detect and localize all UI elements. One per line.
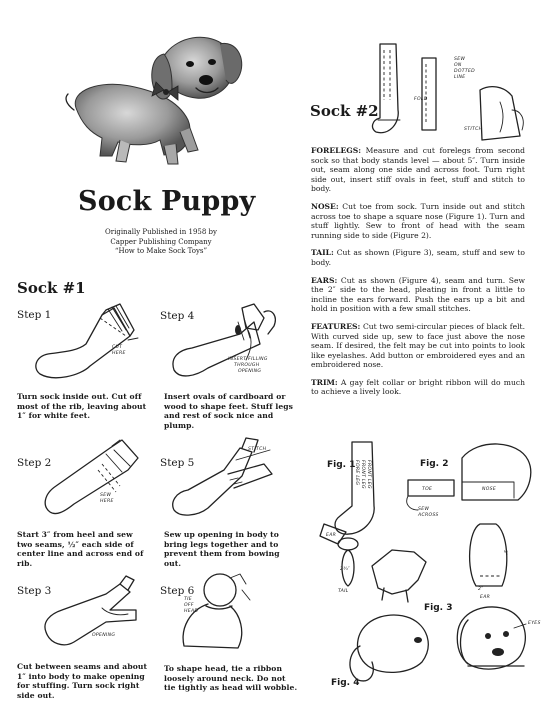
credit-line: Capper Publishing Company	[110, 237, 212, 246]
step6-caption: To shape head, tie a ribbon loosely around neck. Do not tie tightly as head will wobble.	[164, 664, 298, 693]
sock2-top-illustration	[370, 40, 550, 145]
page-title: Sock Puppy	[78, 186, 256, 217]
step6-illustration	[168, 570, 278, 655]
fig3-note-tail: TAIL	[338, 589, 349, 594]
step2-note-here: HERE	[100, 499, 114, 504]
fig3-note-earside: 3″	[502, 550, 507, 556]
step4-note-through: THROUGH	[234, 363, 260, 368]
fig3-note-taildim: 2¾″	[340, 567, 350, 572]
para-nose-label: NOSE:	[311, 201, 339, 211]
step6-note-tie: TIE	[184, 597, 192, 602]
para-trim-label: TRIM:	[311, 377, 338, 387]
fig4-label: Fig. 4	[331, 678, 360, 688]
para-tail	[311, 248, 525, 267]
step3-caption: Cut between seams and about 1″ into body to make opening for stuffing. Turn sock right side out.	[17, 662, 148, 700]
para-ears-text: Cut as shown (Figure 4), seam and turn. Sew the 2″ side to the head, pleating in front a little to incline the ears forward. Push the ears up a bit and hold in position with a few small stitches.	[311, 275, 525, 314]
para-ears-label: EARS:	[311, 275, 338, 285]
step2-caption: Start 3″ from heel and sew two seams, ½″ each side of center line and across end of rib.	[17, 530, 144, 568]
step3-note-opening: OPENING	[92, 633, 116, 638]
step5-note-stitch: STITCH	[248, 447, 267, 452]
sock2-note-on: ON	[454, 63, 462, 68]
fig3-note-eardim: 2″	[478, 587, 484, 592]
step1-note-here: HERE	[112, 351, 126, 356]
fig4-note-eyes: EYES	[528, 621, 541, 626]
step2-label: Step 2	[17, 457, 52, 469]
sock2-note-fold: FOLD	[414, 97, 428, 102]
para-features	[311, 322, 525, 370]
step5-label: Step 5	[160, 457, 195, 469]
para-features-label: FEATURES:	[311, 321, 361, 331]
step1-label: Step 1	[17, 309, 52, 321]
fig1-note-frontleg: FRONT LEG	[360, 460, 365, 489]
para-nose-text: Cut toe from sock. Turn inside out and stitch across toe to shape a square nose (Figure 1). Turn and stuff lightly. Sew to front of head with the seam running side to side (Figure 2).	[311, 201, 525, 240]
fig2-note-across: ACROSS	[418, 513, 439, 518]
sock2-heading: Sock #2	[310, 102, 379, 120]
step4-label: Step 4	[160, 310, 195, 322]
step1-note-cut: CUT	[112, 345, 123, 350]
sock2-text	[311, 146, 525, 397]
para-trim-text: A gay felt collar or bright ribbon will do much to achieve a lively look.	[311, 377, 525, 397]
para-forelegs-text: Measure and cut forelegs from second sock so that body stands level — about 5″. Turn inside out, seam along one side and across foot. Turn right side out, insert stiff ovals in feet, stuff and stitch to body.	[311, 146, 525, 194]
credit-block	[100, 228, 222, 257]
puppy-illustration	[60, 28, 250, 168]
sock2-note-stitch: STITCH	[464, 127, 483, 132]
fig1-note-foreleg: FORE LEG	[354, 460, 359, 486]
fig2-note-nose: NOSE	[482, 487, 497, 492]
para-features-text: Cut two semi-circular pieces of black felt. With curved side up, sew to face just above the nose seam. If desired, the felt may be cut into points to look like eyelashes. Add button or embroidered eyes and an embroidered nose.	[311, 321, 525, 370]
step5-caption: Sew up opening in body to bring legs together and to prevent them from bowing out.	[164, 530, 280, 568]
step4-note-insert: INSERT FILLING	[228, 357, 268, 362]
fig2-note-sew: SEW	[418, 507, 430, 512]
fig1-label: Fig. 1	[327, 460, 356, 470]
step2-note-sew: SEW	[100, 493, 112, 498]
fig2-label: Fig. 2	[420, 459, 449, 469]
figures-illustration	[318, 440, 548, 710]
para-forelegs	[311, 146, 525, 194]
sock2-note-dotted: DOTTED	[454, 69, 476, 74]
step3-label: Step 3	[17, 585, 52, 597]
sock2-note-sew: SEW	[454, 57, 466, 62]
fig3-label: Fig. 3	[424, 603, 453, 613]
para-tail-label: TAIL:	[311, 248, 334, 258]
sock1-heading: Sock #1	[17, 279, 86, 297]
step1-caption: Turn sock inside out. Cut off most of the rib, leaving about 1″ for white feet.	[17, 392, 147, 421]
step5-illustration	[168, 430, 278, 520]
step6-note-off: OFF	[184, 603, 194, 608]
para-forelegs-label: FORELEGS:	[311, 146, 362, 155]
step4-note-opening: OPENING	[238, 369, 262, 374]
step1-illustration	[30, 300, 145, 385]
credit-line: “How to Make Sock Toys”	[114, 247, 208, 255]
para-tail-text: Cut as shown (Figure 3), seam, stuff and sew to body.	[311, 248, 525, 267]
para-nose	[311, 202, 525, 240]
step6-note-head: HEAD	[184, 609, 199, 614]
para-ears	[311, 276, 525, 314]
para-trim	[311, 378, 525, 397]
sock2-note-line: LINE	[454, 75, 466, 80]
fig1-note-frontleg2: FRONT LEG	[366, 460, 371, 489]
credit-line: Originally Published in 1958 by	[105, 228, 217, 236]
step2-illustration	[40, 430, 150, 520]
fig3-note-ear: EAR	[480, 595, 491, 600]
step4-illustration	[168, 300, 288, 385]
step4-caption: Insert ovals of cardboard or wood to shape feet. Stuff legs and rest of sock nice and plump.	[164, 392, 294, 430]
fig1-note-ear: EAR	[326, 533, 337, 538]
step6-label: Step 6	[160, 585, 195, 597]
step3-illustration	[40, 570, 150, 655]
fig2-note-toe: TOE	[422, 487, 433, 492]
